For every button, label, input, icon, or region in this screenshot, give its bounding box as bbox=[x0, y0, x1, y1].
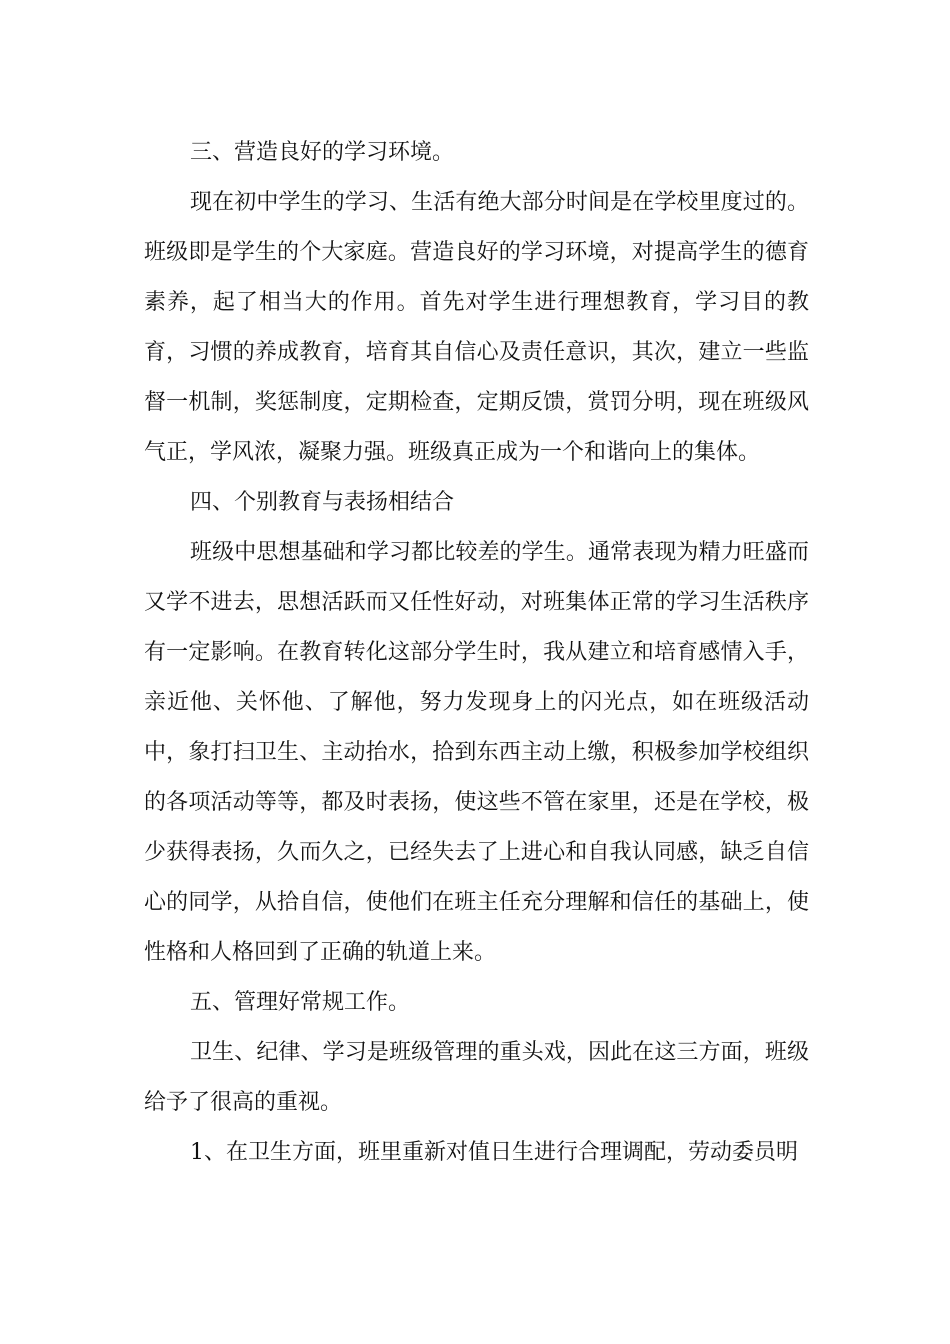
section-heading-4: 四、个别教育与表扬相结合 bbox=[190, 490, 455, 515]
section-heading-5: 五、管理好常规工作。 bbox=[190, 990, 411, 1015]
section-paragraph-3: 现在初中学生的学习、生活有绝大部分时间是在学校里度过的。班级即是学生的个大家庭。营造良好的学习环境，对提高学生的德育素养，起了相当大的作用。首先对学生进行理想教育，学习目的教育，习惯的养成教育，培育其自信心及责任意识，其次，建立一些监督一机制，奖惩制度，定期检查，定期反馈，赏罚分明，现在班级风气正，学风浓，凝聚力强。班级真正成为一个和谐向上的集体。 bbox=[144, 190, 809, 465]
section-5-item-1: 1、在卫生方面，班里重新对值日生进行合理调配，劳动委员明 bbox=[190, 1140, 798, 1165]
section-paragraph-5: 卫生、纪律、学习是班级管理的重头戏，因此在这三方面，班级给予了很高的重视。 bbox=[144, 1040, 809, 1115]
document-body bbox=[144, 128, 809, 1178]
section-heading-3: 三、营造良好的学习环境。 bbox=[190, 140, 455, 165]
section-paragraph-4: 班级中思想基础和学习都比较差的学生。通常表现为精力旺盛而又学不进去，思想活跃而又任性好动，对班集体正常的学习生活秩序有一定影响。在教育转化这部分学生时，我从建立和培育感情入手，亲近他、关怀他、了解他，努力发现身上的闪光点，如在班级活动中，象打扫卫生、主动抬水，拾到东西主动上缴，积极参加学校组织的各项活动等等，都及时表扬，使这些不管在家里，还是在学校，极少获得表扬，久而久之，已经失去了上进心和自我认同感，缺乏自信心的同学，从拾自信，使他们在班主任充分理解和信任的基础上，使性格和人格回到了正确的轨道上来。 bbox=[144, 540, 809, 965]
